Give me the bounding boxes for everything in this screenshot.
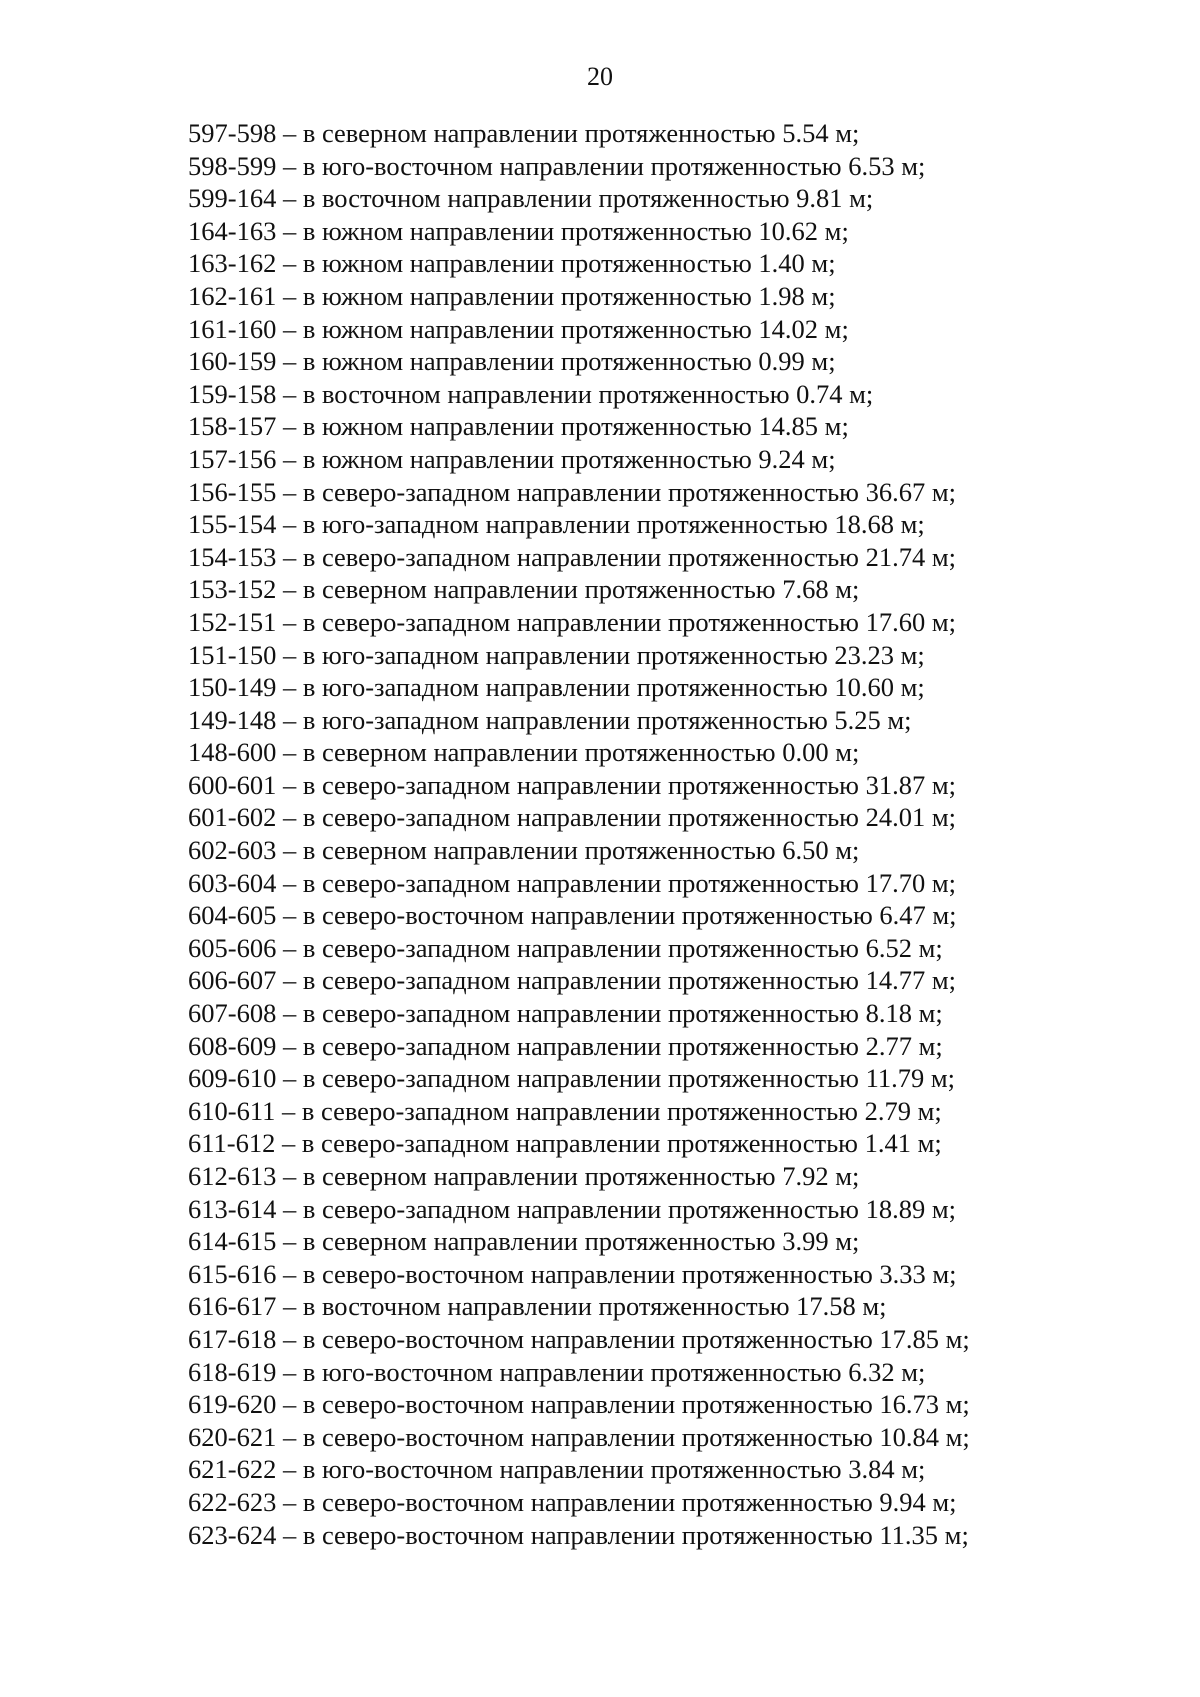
boundary-segment-line: 621-622 – в юго-восточном направлении протяженностью 3.84 м; (188, 1454, 926, 1485)
boundary-segment-line: 156-155 – в северо-западном направлении протяженностью 36.67 м; (188, 476, 956, 507)
boundary-segment-line: 601-602 – в северо-западном направлении протяженностью 24.01 м; (188, 802, 956, 833)
boundary-segment-line: 623-624 – в северо-восточном направлении протяженностью 11.35 м; (188, 1519, 969, 1550)
boundary-segment-line: 159-158 – в восточном направлении протяженностью 0.74 м; (188, 378, 874, 409)
boundary-segment-line: 604-605 – в северо-восточном направлении протяженностью 6.47 м; (188, 900, 957, 931)
boundary-segment-line: 152-151 – в северо-западном направлении протяженностью 17.60 м; (188, 606, 956, 637)
boundary-segment-line: 153-152 – в северном направлении протяженностью 7.68 м; (188, 574, 860, 605)
boundary-segment-line: 148-600 – в северном направлении протяженностью 0.00 м; (188, 737, 860, 768)
boundary-segment-line: 162-161 – в южном направлении протяженностью 1.98 м; (188, 280, 836, 311)
boundary-segment-line: 616-617 – в восточном направлении протяженностью 17.58 м; (188, 1291, 887, 1322)
boundary-segment-line: 163-162 – в южном направлении протяженностью 1.40 м; (188, 248, 836, 279)
boundary-segment-line: 149-148 – в юго-западном направлении протяженностью 5.25 м; (188, 704, 912, 735)
boundary-segment-line: 609-610 – в северо-западном направлении протяженностью 11.79 м; (188, 1063, 955, 1094)
boundary-segment-line: 151-150 – в юго-западном направлении протяженностью 23.23 м; (188, 639, 925, 670)
boundary-segment-line: 622-623 – в северо-восточном направлении протяженностью 9.94 м; (188, 1486, 957, 1517)
boundary-segment-line: 157-156 – в южном направлении протяженностью 9.24 м; (188, 443, 836, 474)
boundary-segment-line: 158-157 – в южном направлении протяженностью 14.85 м; (188, 411, 849, 442)
boundary-segment-line: 610-611 – в северо-западном направлении протяженностью 2.79 м; (188, 1095, 942, 1126)
boundary-segment-line: 615-616 – в северо-восточном направлении протяженностью 3.33 м; (188, 1258, 957, 1289)
boundary-segment-line: 620-621 – в северо-восточном направлении протяженностью 10.84 м; (188, 1421, 970, 1452)
boundary-segment-line: 619-620 – в северо-восточном направлении протяженностью 16.73 м; (188, 1389, 970, 1420)
boundary-segment-line: 150-149 – в юго-западном направлении протяженностью 10.60 м; (188, 672, 925, 703)
boundary-segment-line: 154-153 – в северо-западном направлении протяженностью 21.74 м; (188, 541, 956, 572)
boundary-segment-line: 602-603 – в северном направлении протяженностью 6.50 м; (188, 835, 860, 866)
boundary-segment-line: 618-619 – в юго-восточном направлении протяженностью 6.32 м; (188, 1356, 926, 1387)
boundary-segment-line: 598-599 – в юго-восточном направлении протяженностью 6.53 м; (188, 150, 926, 181)
boundary-segment-line: 597-598 – в северном направлении протяженностью 5.54 м; (188, 118, 860, 148)
boundary-segment-line: 600-601 – в северо-западном направлении протяженностью 31.87 м; (188, 769, 956, 800)
boundary-segment-line: 607-608 – в северо-западном направлении протяженностью 8.18 м; (188, 998, 943, 1029)
boundary-segment-line: 599-164 – в восточном направлении протяженностью 9.81 м; (188, 183, 874, 214)
boundary-segment-line: 603-604 – в северо-западном направлении протяженностью 17.70 м; (188, 867, 956, 898)
boundary-segment-line: 606-607 – в северо-западном направлении протяженностью 14.77 м; (188, 965, 956, 996)
boundary-segment-line: 605-606 – в северо-западном направлении протяженностью 6.52 м; (188, 932, 943, 963)
boundary-segment-line: 161-160 – в южном направлении протяженностью 14.02 м; (188, 313, 849, 344)
boundary-segment-line: 612-613 – в северном направлении протяженностью 7.92 м; (188, 1161, 860, 1191)
boundary-segment-line: 611-612 – в северо-западном направлении протяженностью 1.41 м; (188, 1128, 942, 1159)
page-number: 20 (587, 62, 613, 91)
boundary-segment-line: 614-615 – в северном направлении протяженностью 3.99 м; (188, 1226, 860, 1257)
boundary-segment-line: 160-159 – в южном направлении протяженностью 0.99 м; (188, 346, 836, 377)
boundary-segment-line: 164-163 – в южном направлении протяженностью 10.62 м; (188, 215, 849, 246)
boundary-segment-line: 613-614 – в северо-западном направлении протяженностью 18.89 м; (188, 1193, 956, 1224)
boundary-segment-line: 617-618 – в северо-восточном направлении протяженностью 17.85 м; (188, 1323, 970, 1354)
boundary-segment-list (188, 117, 1148, 1551)
boundary-segment-line: 155-154 – в юго-западном направлении протяженностью 18.68 м; (188, 509, 925, 540)
boundary-segment-line: 608-609 – в северо-западном направлении протяженностью 2.77 м; (188, 1030, 943, 1061)
